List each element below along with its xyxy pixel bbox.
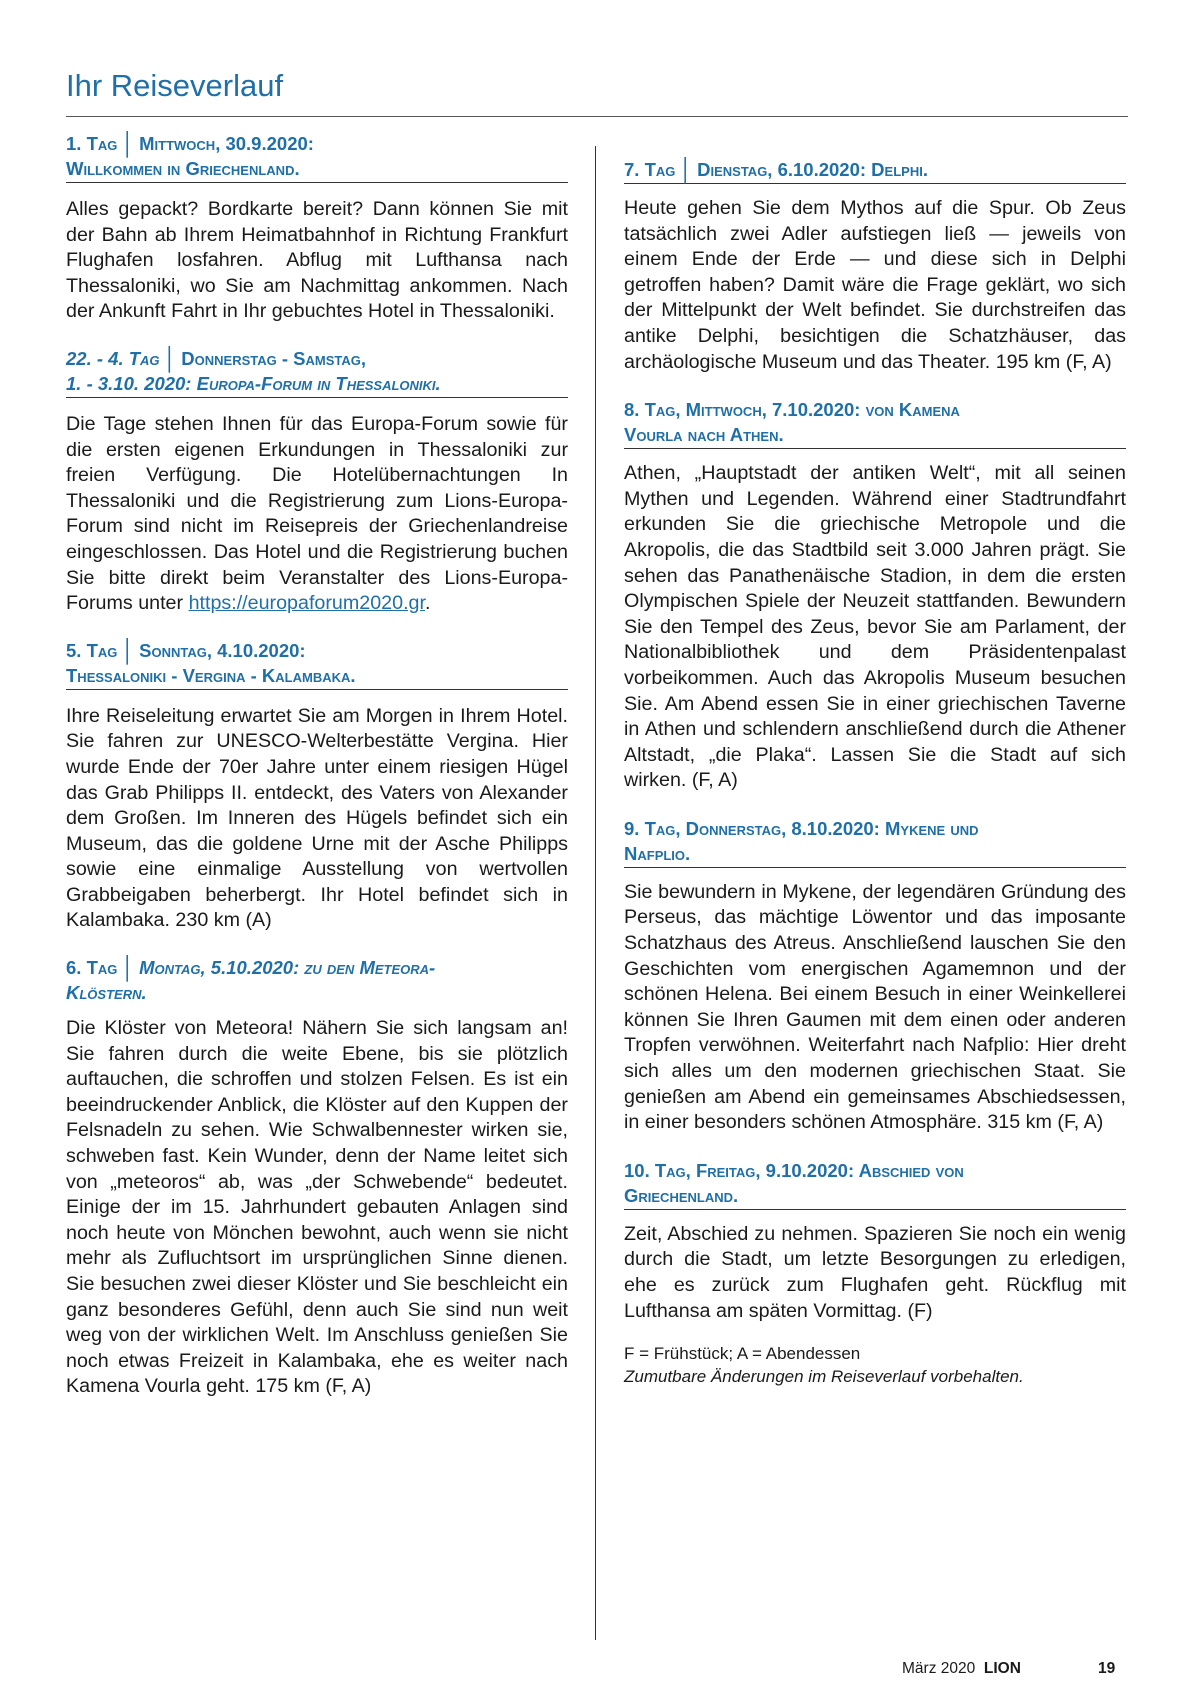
day-title: 1. - 3.10. 2020: Europa-Forum in Thessaloniki. <box>66 372 441 394</box>
day-section <box>624 816 1126 1136</box>
page-number-value: 19 <box>1098 1660 1116 1677</box>
footer-magazine: LION <box>983 1660 1021 1677</box>
day-heading <box>624 816 1126 868</box>
day-text: Heute gehen Sie dem Mythos auf die Spur. Ob Zeus tatsächlich zwei Adler aufstiegen ließ — jeweils von einem Ende der Erde — und diese sich in Delphi getroffen haben? Damit wäre die Frage geklärt, wo sich der Mittelpunkt der Welt befindet. Sie durchstreifen das antike Delphi, besichtigen die Schatzhäuser, das archäologische Museum und das Theater. 195 km (F, A) <box>624 197 1126 373</box>
day-date: Montag, 5.10.2020: zu den Meteora- <box>139 957 436 979</box>
day-heading: 7. Tag │ Dienstag, 6.10.2020: Delphi. <box>624 156 1126 184</box>
title-divider <box>66 116 1128 117</box>
day-title: Nafplio. <box>624 842 691 864</box>
footer-issue <box>902 1660 1021 1678</box>
day-date: Dienstag, 6.10.2020: Delphi. <box>697 159 928 180</box>
day-heading <box>624 397 1126 449</box>
day-section <box>624 1158 1126 1324</box>
day-section <box>624 156 1126 375</box>
day-number: 22. - 4. Tag <box>66 347 160 369</box>
page-number <box>1098 1660 1115 1678</box>
day-section <box>624 397 1126 794</box>
day-number: 1. Tag <box>66 133 118 154</box>
day-section <box>66 637 568 934</box>
day-text: Ihre Reiseleitung erwartet Sie am Morgen in Ihrem Hotel. Sie fahren zur UNESCO-Welterbestätte Vergina. Hier wurde Ende der 70er Jahre unter einem riesigen Hügel das Grab Philipps II. entdeckt, des Vaters von Alexander dem Großen. Im Inneren des Hügels befindet sich ein Museum, das die goldene Urne mit der Asche Philipps sowie eine einmalige Ausstellung von wertvollen Grabbeigaben beherbergt. Ihr Hotel befindet sich in Kalambaka. 230 km (A) <box>66 704 568 932</box>
day-date: 8. Tag, Mittwoch, 7.10.2020: von Kamena <box>624 399 960 421</box>
day-text: Die Klöster von Meteora! Nähern Sie sich langsam an! Sie fahren durch die weite Ebene, bis sie plötzlich auftauchen, die schroffen und stolzen Felsen. Es ist ein beeindruckender Anblick, die Klöster auf den Kuppen der Felsnadeln zu sehen. Wie Schwalbennester wirken sie, schweben fast. Kein Wunder, denn der Name leitet sich von „meteoros“ ab, was „der Schwebende“ bedeutet. Einige der im 15. Jahrhundert gebauten Anlagen sind noch heute von Mönchen bewohnt, auch wenn sie nicht mehr als Zufluchtsort im ursprünglichen Sinne dienen. Sie besuchen zwei dieser Klöster und Sie beschleicht ein ganz besonderes Gefühl, denn auch Sie sind nun weit weg von der wirklichen Welt. Im Anschluss genießen Sie noch etwas Freizeit in Kalambaka, ehe es weiter nach Kamena Vourla geht. 175 km (F, A) <box>66 1017 568 1398</box>
day-text: Alles gepackt? Bordkarte bereit? Dann können Sie mit der Bahn ab Ihrem Heimatbahnhof in Richtung Frankfurt Flughafen losfahren. Abflug mit Lufthansa nach Thessaloniki, wo Sie am Nachmittag ankommen. Nach der Ankunft Fahrt in Ihr gebuchtes Hotel in Thessaloniki. <box>66 198 568 323</box>
day-title: Klöstern. <box>66 982 147 1004</box>
day-heading: 5. Tag │ Sonntag, 4.10.2020: Thessaloniki - Vergina - Kalambaka. <box>66 637 568 690</box>
day-heading <box>624 1158 1126 1210</box>
day-date: Donnerstag - Samstag, <box>181 347 367 369</box>
day-text <box>66 412 568 617</box>
day-number: 6. Tag <box>66 957 118 979</box>
page-title: Ihr Reiseverlauf <box>66 68 284 103</box>
footer-date: März 2020 <box>902 1660 976 1677</box>
day-title: Griechenland. <box>624 1184 739 1206</box>
day-number: 5. Tag <box>66 639 118 661</box>
day-date: 9. Tag, Donnerstag, 8.10.2020: Mykene und <box>624 817 979 839</box>
day-title: Vourla nach Athen. <box>624 424 784 446</box>
day-section <box>66 345 568 617</box>
day-title: Thessaloniki - Vergina - Kalambaka. <box>66 664 356 686</box>
legend-block <box>624 1342 1126 1388</box>
day-date: Sonntag, 4.10.2020: <box>139 639 306 661</box>
day-text: Zeit, Abschied zu nehmen. Spazieren Sie noch ein wenig durch die Stadt, um letzte Besorgungen zu erledigen, ehe es zurück zum Flughafen geht. Rückflug mit Lufthansa am späten Vormittag. (F) <box>624 1222 1126 1322</box>
day-section <box>66 954 568 1400</box>
day-date: Mittwoch, 30.9.2020: <box>139 133 314 154</box>
day-text: Sie bewundern in Mykene, der legendären Gründung des Perseus, das mächtige Löwentor und das imposante Schatzhaus des Atreus. Anschließend lauschen Sie den Geschichten vom energischen Agamemnon und der schönen Helena. Bei einem Besuch in einer Weinkellerei können Sie Ihren Gaumen mit dem einen oder anderen Tropfen verwöhnen. Weiterfahrt nach Nafplio: Hier dreht sich alles um den modernen griechischen Staat. Sie genießen am Abend ein gemeinsames Abschiedsessen, in einer besonders schönen Atmosphäre. 315 km (F, A) <box>624 880 1126 1134</box>
left-column <box>66 130 568 1400</box>
day-text-content: Die Tage stehen Ihnen für das Europa-Forum sowie für die ersten eigenen Erkundungen in Thessaloniki zur freien Verfügung. Die Hotelübernachtungen In Thessaloniki und die Registrierung zum Lions-Europa-Forum sind nicht im Reisepreis der Griechenlandreise eingeschlossen. Das Hotel und die Registrierung buchen Sie bitte direkt beim Veranstalter des Lions-Europa-Forums unter <box>66 412 568 615</box>
disclaimer: Zumutbare Änderungen im Reiseverlauf vorbehalten. <box>624 1367 1024 1387</box>
day-title: Willkommen in Griechenland. <box>66 158 300 179</box>
europaforum-link[interactable]: https://europaforum2020.gr <box>188 592 425 615</box>
day-section <box>66 130 568 325</box>
day-heading: 1. Tag │ Mittwoch, 30.9.2020: Willkommen in Griechenland. <box>66 130 568 183</box>
right-column <box>624 156 1126 1388</box>
meal-legend: F = Frühstück; A = Abendessen <box>624 1344 861 1364</box>
day-number: 7. Tag <box>624 159 676 180</box>
day-heading: 22. - 4. Tag │ Donnerstag - Samstag, 1. - 3.10. 2020: Europa-Forum in Thessaloniki. <box>66 345 568 398</box>
day-text: Athen, „Hauptstadt der antiken Welt“, mit all seinen Mythen und Legenden. Während einer Stadtrundfahrt erkunden Sie die griechische Metropole und die Akropolis, die das Stadtbild seit 3.000 Jahren prägt. Sie sehen das Panathenäische Stadion, in dem die ersten Olympischen Spiele der Neuzeit stattfanden. Bewundern Sie den Tempel des Zeus, bevor Sie am Parlament, der Nationalbibliothek und dem Präsidentenpalast vorbeikommen. Auch das Akropolis Museum besuchen Sie. Am Abend essen Sie in einer griechischen Taverne in Athen und schlendern anschließend durch die Athener Altstadt, „die Plaka“. Lassen Sie die Stadt auf sich wirken. (F, A) <box>624 462 1126 792</box>
day-date: 10. Tag, Freitag, 9.10.2020: Abschied von <box>624 1159 964 1181</box>
day-heading: 6. Tag │ Montag, 5.10.2020: zu den Meteora- Klöstern. <box>66 954 568 1006</box>
column-divider <box>595 146 596 1640</box>
day-text-end: . <box>424 592 431 615</box>
